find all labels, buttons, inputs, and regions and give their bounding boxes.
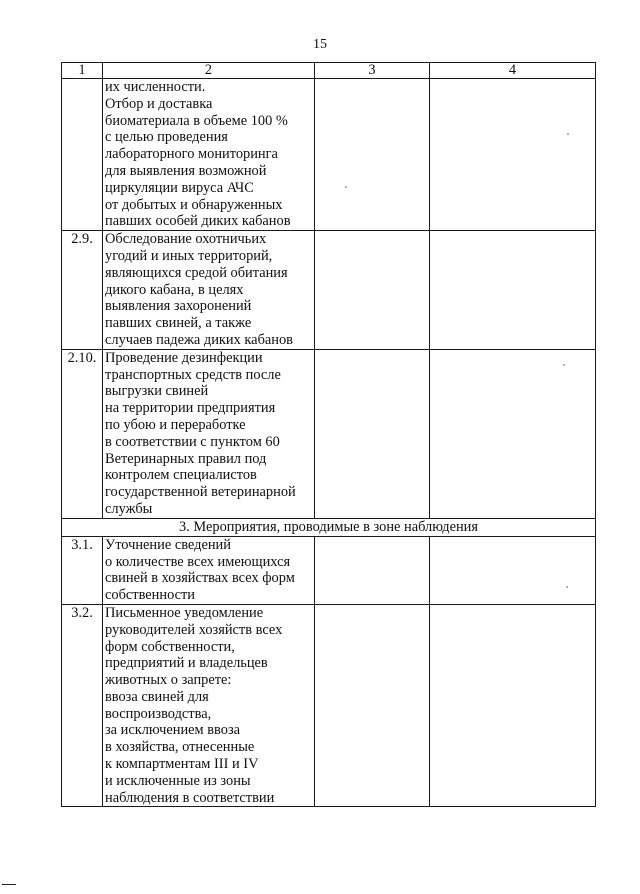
row-description	[103, 349, 315, 518]
empty-cell-col4	[430, 231, 596, 350]
description-line: на территории предприятия	[105, 400, 276, 417]
description-line: и исключенные из зоны	[105, 772, 251, 789]
row-number: 2.10.	[62, 349, 103, 518]
description-line: форм собственности,	[105, 638, 235, 655]
empty-cell-col4	[430, 349, 596, 518]
description-line: павших свиней, а также	[105, 315, 252, 332]
empty-cell-col3	[315, 536, 430, 604]
description-line: о количестве всех имеющихся	[105, 553, 291, 570]
description-line: павших особей диких кабанов	[105, 213, 291, 230]
description-line: случаев падежа диких кабанов	[105, 331, 293, 348]
row-number: 2.9.	[62, 231, 103, 350]
description-line: свиней в хозяйствах всех форм	[105, 570, 295, 587]
description-line: Письменное уведомление	[105, 604, 264, 621]
row-description	[103, 79, 315, 231]
description-line: их численности.	[105, 79, 206, 95]
description-line: по убою и переработке	[105, 416, 246, 433]
description-line: собственности	[105, 587, 196, 604]
description-line: службы	[105, 500, 153, 517]
scan-speck	[563, 364, 565, 366]
description-line: за исключением ввоза	[105, 722, 241, 739]
description-line: в хозяйства, отнесенные	[105, 739, 255, 756]
scan-speck	[345, 186, 347, 188]
header-cell-2: 2	[103, 63, 315, 79]
header-cell-1: 1	[62, 63, 103, 79]
empty-cell-col3	[315, 349, 430, 518]
description-line: руководителей хозяйств всех	[105, 621, 283, 638]
description-line: дикого кабана, в целях	[105, 281, 244, 298]
description-line: выявления захоронений	[105, 298, 252, 315]
description-line: животных о запрете:	[105, 672, 232, 689]
row-description	[103, 536, 315, 604]
description-line: Ветеринарных правил под	[105, 450, 267, 467]
description-line: биоматериала в объеме 100 %	[105, 112, 288, 129]
description-line: угодий и иных территорий,	[105, 247, 273, 264]
header-cell-3: 3	[315, 63, 430, 79]
page-number: 15	[313, 37, 327, 52]
description-line: ввоза свиней для	[105, 688, 209, 705]
description-line: транспортных средств после	[105, 366, 281, 383]
description-line: контролем специалистов	[105, 467, 257, 484]
table-row	[62, 536, 596, 604]
row-description	[103, 604, 315, 807]
description-line: лабораторного мониторинга	[105, 146, 278, 163]
empty-cell-col3	[315, 79, 430, 231]
empty-cell-col4	[430, 536, 596, 604]
measures-table	[61, 62, 596, 807]
empty-cell-col3	[315, 231, 430, 350]
section-heading-row	[62, 518, 596, 536]
empty-cell-col4	[430, 604, 596, 807]
row-number: 3.2.	[62, 604, 103, 807]
description-line: к компартментам III и IV	[105, 756, 259, 773]
description-line: являющихся средой обитания	[105, 264, 288, 281]
empty-cell-col3	[315, 604, 430, 807]
table-row	[62, 231, 596, 350]
description-line: Проведение дезинфекции	[105, 349, 263, 366]
row-description	[103, 231, 315, 350]
description-line: с целью проведения	[105, 129, 228, 146]
empty-cell-col4	[430, 79, 596, 231]
description-line: для выявления возможной	[105, 162, 267, 179]
header-cell-4: 4	[430, 63, 596, 79]
table-row	[62, 79, 596, 231]
row-number	[62, 79, 103, 231]
description-line: Уточнение сведений	[105, 536, 231, 553]
description-line: Отбор и доставка	[105, 95, 213, 112]
row-number: 3.1.	[62, 536, 103, 604]
description-line: наблюдения в соответствии	[105, 789, 275, 806]
description-line: циркуляции вируса АЧС	[105, 179, 254, 196]
description-line: в соответствии с пунктом 60	[105, 433, 280, 450]
scan-speck	[566, 586, 568, 588]
description-line: Обследование охотничьих	[105, 231, 267, 248]
description-line: от добытых и обнаруженных	[105, 196, 283, 213]
section-heading: 3. Мероприятия, проводимые в зоне наблюдения	[62, 518, 596, 536]
description-line: выгрузки свиней	[105, 383, 209, 400]
scan-corner-mark	[2, 884, 16, 885]
table-row	[62, 604, 596, 807]
table-header-row	[62, 63, 596, 79]
table-row	[62, 349, 596, 518]
scan-speck	[567, 133, 569, 135]
description-line: воспроизводства,	[105, 705, 212, 722]
description-line: предприятий и владельцев	[105, 655, 268, 672]
description-line: государственной ветеринарной	[105, 484, 296, 501]
